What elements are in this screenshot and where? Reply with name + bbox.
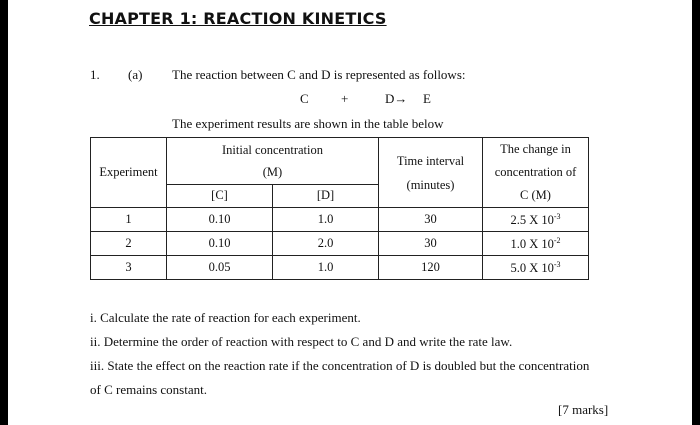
header-time-interval bbox=[379, 138, 483, 208]
results-table bbox=[90, 137, 589, 280]
cell-change bbox=[483, 208, 589, 232]
table-row bbox=[91, 256, 589, 280]
equation-plus: + bbox=[341, 91, 349, 106]
equation-reactant-d-arrow: D→ bbox=[385, 91, 408, 106]
change-exponent: -2 bbox=[553, 235, 561, 245]
question-i: i. Calculate the rate of reaction for each experiment. bbox=[90, 310, 361, 325]
cell-time: 30 bbox=[379, 208, 483, 232]
table-row bbox=[91, 232, 589, 256]
header-initial-concentration bbox=[167, 138, 379, 185]
marks-label: [7 marks] bbox=[558, 402, 609, 417]
header-change-line2: concentration of bbox=[494, 165, 577, 179]
header-c: [C] bbox=[167, 184, 273, 207]
change-exponent: -3 bbox=[553, 211, 561, 221]
cell-c: 0.10 bbox=[167, 232, 273, 256]
header-initial-line1: Initial concentration bbox=[221, 142, 323, 157]
change-mantissa: 2.5 X 10 bbox=[510, 212, 554, 227]
question-iii-line1: iii. State the effect on the reaction rate if the concentration of D is doubled but the concentration bbox=[90, 358, 590, 373]
header-initial-line2: (M) bbox=[262, 164, 283, 179]
cell-time: 30 bbox=[379, 232, 483, 256]
change-mantissa: 1.0 X 10 bbox=[510, 236, 554, 251]
document-page bbox=[8, 0, 692, 425]
change-mantissa: 5.0 X 10 bbox=[510, 260, 554, 275]
cell-experiment: 1 bbox=[91, 208, 167, 232]
cell-c: 0.10 bbox=[167, 208, 273, 232]
cell-d: 2.0 bbox=[273, 232, 379, 256]
header-time-line2: (minutes) bbox=[406, 177, 455, 192]
cell-change bbox=[483, 256, 589, 280]
sub-questions bbox=[90, 306, 589, 402]
equation-product-e: E bbox=[423, 91, 431, 106]
equation-reactant-c: C bbox=[300, 91, 309, 106]
header-experiment: Experiment bbox=[91, 138, 167, 208]
question-part: (a) bbox=[128, 67, 143, 82]
cell-c: 0.05 bbox=[167, 256, 273, 280]
table-intro: The experiment results are shown in the table below bbox=[172, 116, 444, 131]
table-row bbox=[91, 208, 589, 232]
cell-experiment: 2 bbox=[91, 232, 167, 256]
header-change-line3: C (M) bbox=[520, 188, 551, 202]
question-intro: The reaction between C and D is represented as follows: bbox=[172, 67, 466, 82]
question-ii: ii. Determine the order of reaction with respect to C and D and write the rate law. bbox=[90, 334, 513, 349]
header-change-concentration bbox=[483, 138, 589, 208]
cell-time: 120 bbox=[379, 256, 483, 280]
cell-d: 1.0 bbox=[273, 208, 379, 232]
chapter-title: CHAPTER 1: REACTION KINETICS bbox=[89, 9, 387, 28]
header-d: [D] bbox=[273, 184, 379, 207]
cell-change bbox=[483, 232, 589, 256]
header-time-line1: Time interval bbox=[396, 153, 465, 168]
question-iii-line2: of C remains constant. bbox=[90, 382, 207, 397]
header-change-line1: The change in bbox=[500, 142, 571, 156]
cell-experiment: 3 bbox=[91, 256, 167, 280]
change-exponent: -3 bbox=[553, 259, 561, 269]
question-number: 1. bbox=[90, 67, 100, 82]
cell-d: 1.0 bbox=[273, 256, 379, 280]
